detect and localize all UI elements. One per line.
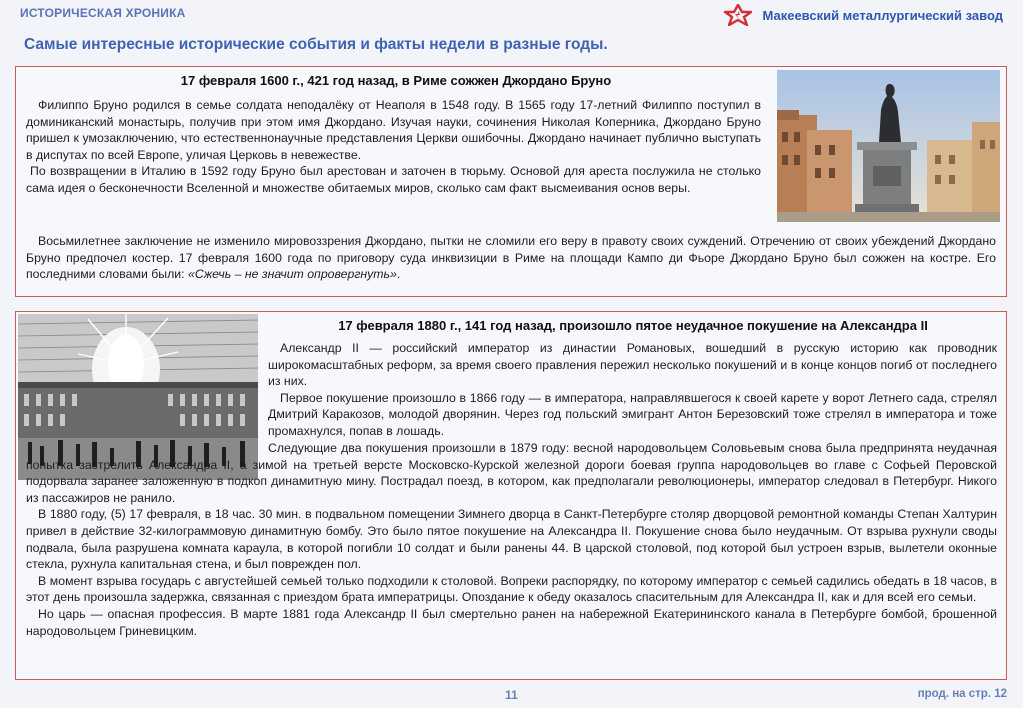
page-headline: Самые интересные исторические события и факты недели в разные годы. bbox=[24, 36, 608, 53]
brand bbox=[720, 3, 1003, 27]
bruno-last-words-quote: «Сжечь – не значит опровергнуть» bbox=[188, 267, 397, 282]
article-title: 17 февраля 1600 г., 421 год назад, в Риме сожжен Джордано Бруно bbox=[180, 73, 612, 88]
paragraph: Первое покушение произошло в 1866 году — в императора, направлявшегося к своей карете у ворот Летнего сада, стрелял Дмитрий Каракозов, молодой дворянин. Через год польский эмигрант Антон Березовский тоже стрелял в императора и тоже промахнулся, попав в лошадь. bbox=[268, 390, 997, 438]
paragraph bbox=[26, 440, 997, 506]
page-number: 11 bbox=[505, 688, 518, 702]
article-title: 17 февраля 1880 г., 141 год назад, произошло пятое неудачное покушение на Александра II bbox=[338, 318, 928, 333]
paragraph bbox=[26, 233, 996, 283]
paragraph-text: Восьмилетнее заключение не изменило мировоззрения Джордано, пытки не сломили его веру в правоту своих суждений. Отречению от своих убеждений Джордано Бруно предпочел костер. 17 февраля 1600 года по приговору суда инквизиции в Риме на площади Кампо ди Фьоре Джордано Бруно был сожжен на костре. Его последними словами были: bbox=[26, 234, 996, 282]
paragraph: В момент взрыва государь с августейшей семьей только подходили к столовой. Вопреки распорядку, по которому император с семьей садились обедать в 18 часов, в этот день произошла задержка, связанная с приездом брата императрицы. Опоздание к обеду оказалось спасительным для Александра II, как и для всей его семьи. bbox=[26, 573, 997, 605]
paragraph: Филиппо Бруно родился в семье солдата неподалёку от Неаполя в 1548 году. В 1565 году 17-летний Филиппо поступил в доминиканский монастырь, получив при этом имя Джордано. Изучая науки, сочинения Николая Коперника, Джордано Бруно пришел к умозаключению, что естественнонаучные представления Церкви ошибочны. Джордано начинает публично выступать в диспутах по всей Европе, уличая Церковь в невежестве. bbox=[26, 98, 761, 162]
section-title: ИСТОРИЧЕСКАЯ ХРОНИКА bbox=[20, 6, 186, 20]
paragraph-text: Следующие два покушения произошли в 1879 году: весной народовольцем Соловьевым снова была предпринята неудачная попытка застрелить Александра II, а зимой на третьей версте Московско-Курской железной дороги боевая группа народовольцев во главе с Софьей Перовской подорвала заранее заложенную в подкоп динамитную мину. Пострадал поезд, в котором, как предполагали революционеры, император следовал в Петербург. Никого из пассажиров не ранило. bbox=[26, 441, 997, 505]
paragraph: В 1880 году, (5) 17 февраля, в 18 час. 30 мин. в подвальном помещении Зимнего дворца в Санкт-Петербурге столяр дворцовой ремонтной команды Степан Халтурин привел в действие 32-килограммовую динамитную бомбу. Это было пятое покушение на Александра II. Покушение снова было неудачным. От взрыва рухнули своды подвала, была разрушена комната караула, в которой погибли 10 солдат и были ранены 44. В царской столовой, под которой был устроен взрыв, вылетели оконные стекла, рухнула капитальная стена, и был поврежден пол. bbox=[26, 507, 997, 572]
quote-end: . bbox=[396, 267, 401, 282]
paragraph: Но царь — опасная профессия. В марте 1881 года Александр II был смертельно ранен на набережной Екатерининского канала в Петербурге бомбой, брошенной народовольцем Гриневицким. bbox=[26, 606, 997, 638]
mmz-star-logo-icon bbox=[720, 4, 756, 26]
brand-name: Макеевский металлургический завод bbox=[762, 7, 1003, 23]
paragraph: Александр II — российский император из династии Романовых, вошедший в русскую историю как проводник широкомасштабных реформ, за время своего правления пережил несколько покушений и в конце концов погиб от последнего из них. bbox=[268, 341, 997, 389]
continued-on-page-link[interactable]: прод. на стр. 12 bbox=[917, 688, 1007, 700]
paragraph: По возвращении в Италию в 1592 году Бруно был арестован и заточен в тюрьму. Основой для ареста послужила не столько сама идея о бесконечности Вселенной и множестве обитаемых миров, сколько сам факт высмеивания основ веры. bbox=[26, 164, 761, 195]
giordano-bruno-statue-photo bbox=[777, 70, 1000, 222]
top-bar bbox=[0, 0, 1023, 30]
article-giordano-bruno bbox=[15, 66, 1007, 297]
article-alexander-ii bbox=[15, 311, 1007, 680]
